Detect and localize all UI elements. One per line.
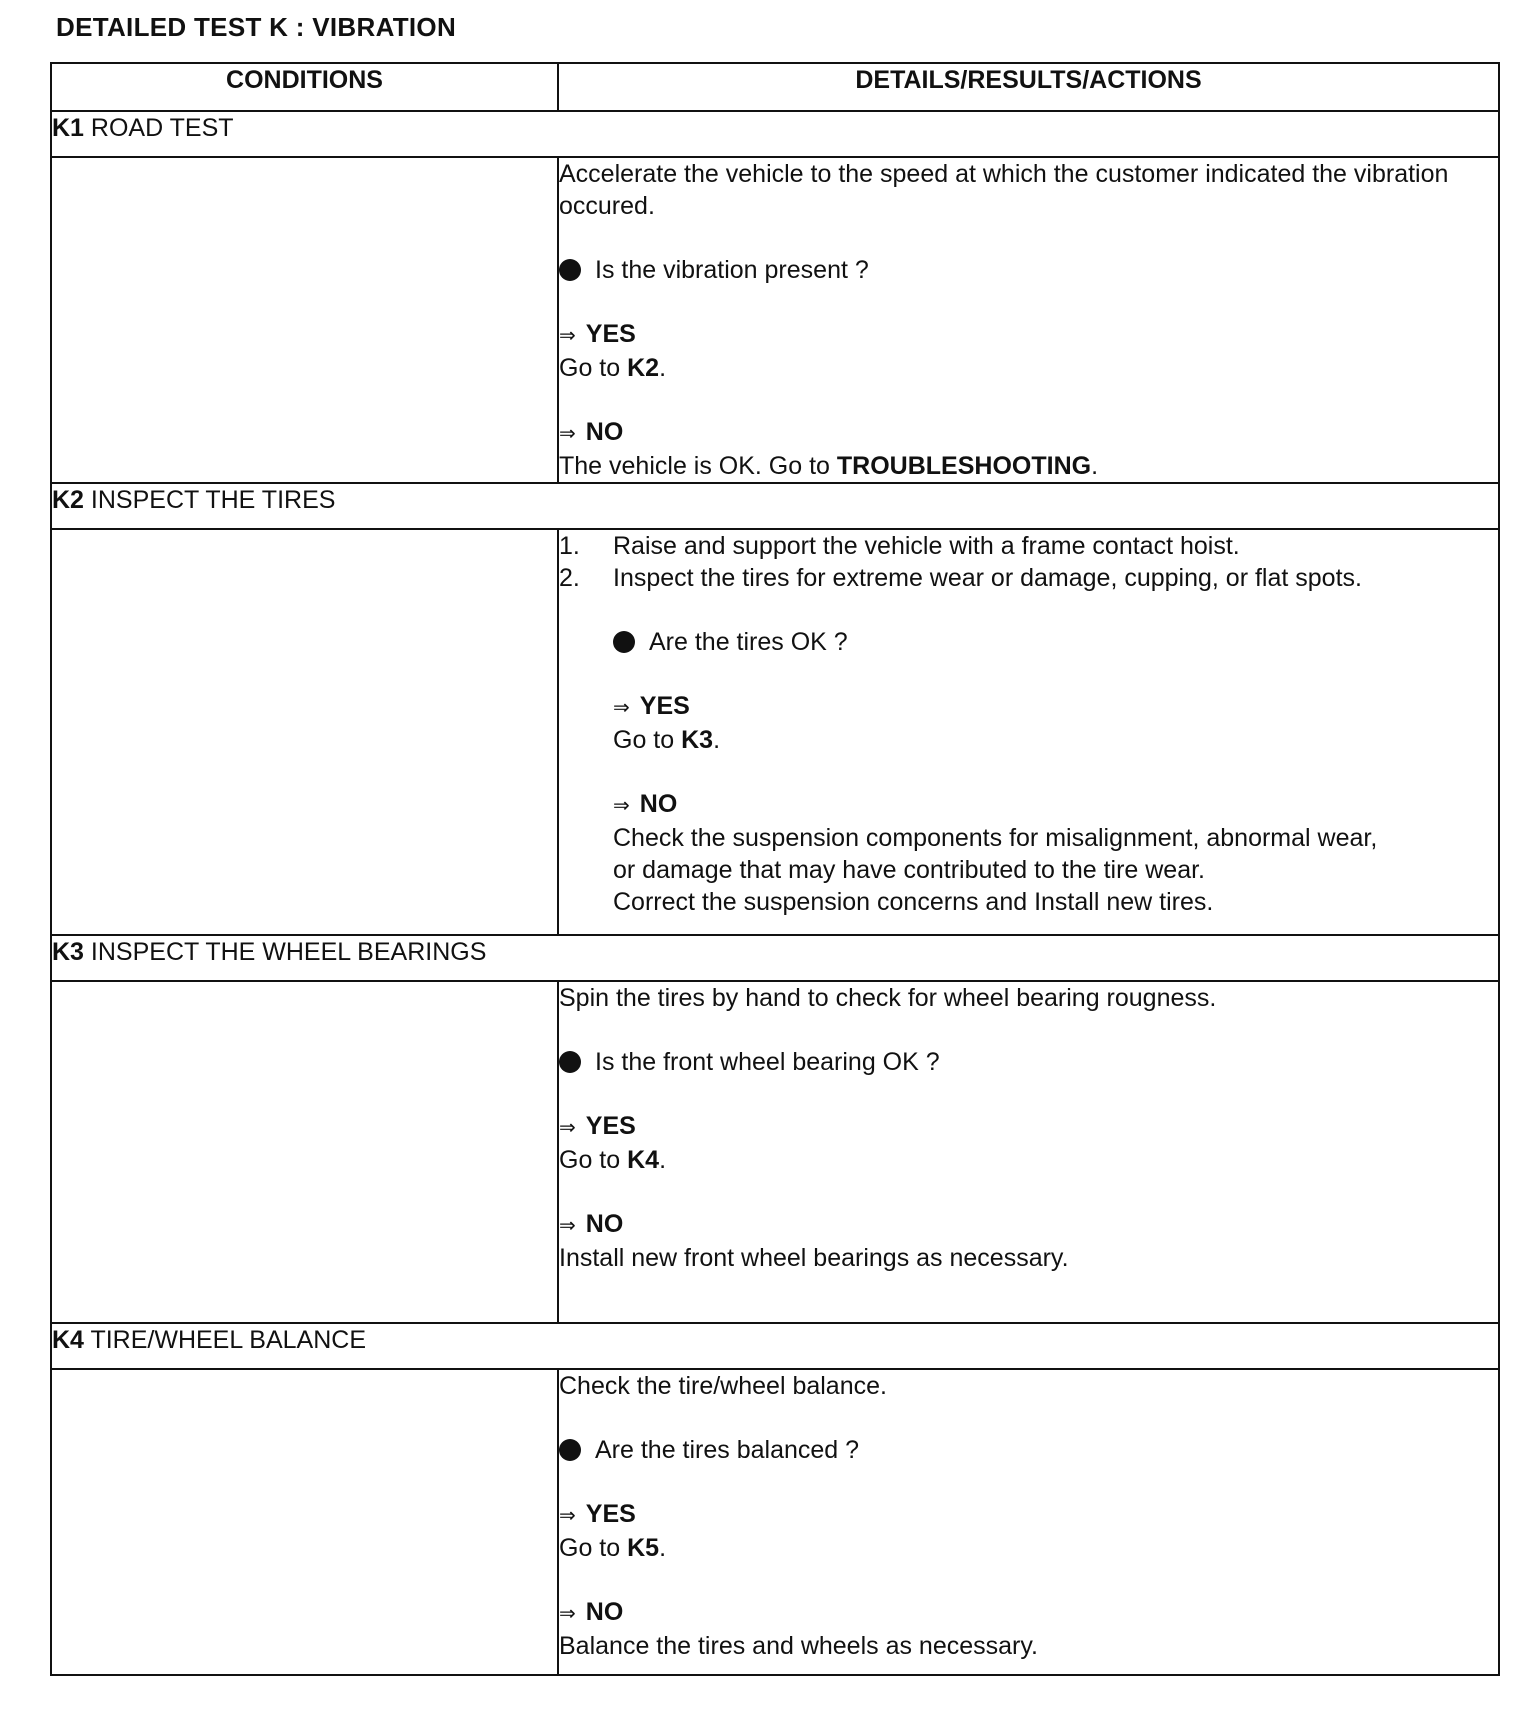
yes-label: YES <box>585 320 636 348</box>
no-action-line: Correct the suspension concerns and Install new tires. <box>613 888 1214 916</box>
table-header-row <box>51 63 1499 111</box>
step-body-k3 <box>51 981 1499 1323</box>
list-number: 1. <box>559 532 580 560</box>
list-item <box>559 562 1498 594</box>
arrow-right-icon: ⇒ <box>559 1505 576 1527</box>
details-cell <box>558 157 1499 483</box>
question-text: Is the vibration present ? <box>595 256 869 284</box>
no-action: The vehicle is OK. Go to TROUBLESHOOTING. <box>559 452 1099 480</box>
step-heading-k2 <box>51 483 1499 529</box>
go-to-target: TROUBLESHOOTING <box>836 452 1092 480</box>
conditions-cell <box>51 157 558 483</box>
go-to-target: K3 <box>681 726 714 754</box>
conditions-cell <box>51 981 558 1323</box>
details-cell <box>558 981 1499 1323</box>
step-body-k4 <box>51 1369 1499 1675</box>
yes-label: YES <box>585 1500 636 1528</box>
yes-label: YES <box>639 692 690 720</box>
step-row-k4 <box>51 1323 1499 1369</box>
no-action-text: Install new front wheel bearings as necessary. <box>559 1244 1069 1272</box>
no-label: NO <box>585 1210 624 1238</box>
page-title: DETAILED TEST K : VIBRATION <box>56 12 457 42</box>
arrow-right-icon: ⇒ <box>613 795 630 817</box>
no-label: NO <box>585 418 624 446</box>
question-text: Are the tires OK ? <box>649 628 848 656</box>
bullet-icon <box>613 631 635 653</box>
arrow-right-icon: ⇒ <box>559 1215 576 1237</box>
step-body-k2 <box>51 529 1499 935</box>
bullet-icon <box>559 1051 581 1073</box>
go-to-target: K2 <box>627 354 660 382</box>
step-heading-k3 <box>51 935 1499 981</box>
no-action-line: Check the suspension components for misalignment, abnormal wear, <box>613 824 1378 852</box>
no-action-text: Balance the tires and wheels as necessary. <box>559 1632 1038 1660</box>
details-cell <box>558 529 1499 935</box>
go-to-target: K5 <box>627 1534 660 1562</box>
diagnostic-table <box>50 62 1500 1676</box>
bullet-icon <box>559 259 581 281</box>
yes-branch <box>559 1110 1498 1144</box>
no-branch <box>559 416 1498 450</box>
no-branch <box>559 1208 1498 1242</box>
step-code: K4 <box>52 1326 84 1354</box>
conditions-cell <box>51 1369 558 1675</box>
list-text: Inspect the tires for extreme wear or damage, cupping, or flat spots. <box>613 564 1362 592</box>
yes-label: YES <box>585 1112 636 1140</box>
instruction-text: Spin the tires by hand to check for wheel bearing rougness. <box>559 984 1217 1012</box>
step-row-k2 <box>51 483 1499 529</box>
step-name: INSPECT THE WHEEL BEARINGS <box>90 938 487 966</box>
step-body-k1 <box>51 157 1499 483</box>
step-code: K3 <box>52 938 84 966</box>
arrow-right-icon: ⇒ <box>559 1603 576 1625</box>
go-to-text: Go to <box>559 1534 621 1562</box>
step-row-k3 <box>51 935 1499 981</box>
no-action-text: The vehicle is OK. Go to <box>559 452 830 480</box>
list-number: 2. <box>559 564 580 592</box>
no-action-line: or damage that may have contributed to the tire wear. <box>613 856 1206 884</box>
details-cell <box>558 1369 1499 1675</box>
question <box>559 1434 1498 1466</box>
bullet-icon <box>559 1439 581 1461</box>
list-text: Raise and support the vehicle with a frame contact hoist. <box>613 532 1240 560</box>
yes-action: Go to K4. <box>559 1146 667 1174</box>
step-name: TIRE/WHEEL BALANCE <box>90 1326 366 1354</box>
question <box>559 254 1498 286</box>
step-row-k1 <box>51 111 1499 157</box>
question <box>559 1046 1498 1078</box>
question-text: Are the tires balanced ? <box>595 1436 860 1464</box>
conditions-cell <box>51 529 558 935</box>
instruction-text: Accelerate the vehicle to the speed at which the customer indicated the vibration occured. <box>559 160 1449 220</box>
arrow-right-icon: ⇒ <box>613 697 630 719</box>
question <box>613 626 1498 658</box>
list-item <box>559 530 1498 562</box>
step-code: K1 <box>52 114 84 142</box>
go-to-text: Go to <box>559 354 621 382</box>
yes-action: Go to K2. <box>559 354 667 382</box>
step-name: INSPECT THE TIRES <box>90 486 336 514</box>
no-label: NO <box>585 1598 624 1626</box>
yes-action: Go to K3. <box>613 726 721 754</box>
conditions-header: CONDITIONS <box>51 63 558 111</box>
no-branch <box>613 788 1498 822</box>
no-label: NO <box>639 790 678 818</box>
go-to-text: Go to <box>613 726 675 754</box>
go-to-text: Go to <box>559 1146 621 1174</box>
no-branch <box>559 1596 1498 1630</box>
arrow-right-icon: ⇒ <box>559 1117 576 1139</box>
question-text: Is the front wheel bearing OK ? <box>595 1048 940 1076</box>
step-heading-k1 <box>51 111 1499 157</box>
yes-branch <box>559 1498 1498 1532</box>
step-name: ROAD TEST <box>90 114 234 142</box>
step-code: K2 <box>52 486 84 514</box>
go-to-target: K4 <box>627 1146 660 1174</box>
yes-action: Go to K5. <box>559 1534 667 1562</box>
step-heading-k4 <box>51 1323 1499 1369</box>
arrow-right-icon: ⇒ <box>559 325 576 347</box>
yes-branch <box>613 690 1498 724</box>
details-header: DETAILS/RESULTS/ACTIONS <box>558 63 1499 111</box>
instruction-text: Check the tire/wheel balance. <box>559 1372 887 1400</box>
arrow-right-icon: ⇒ <box>559 423 576 445</box>
yes-branch <box>559 318 1498 352</box>
